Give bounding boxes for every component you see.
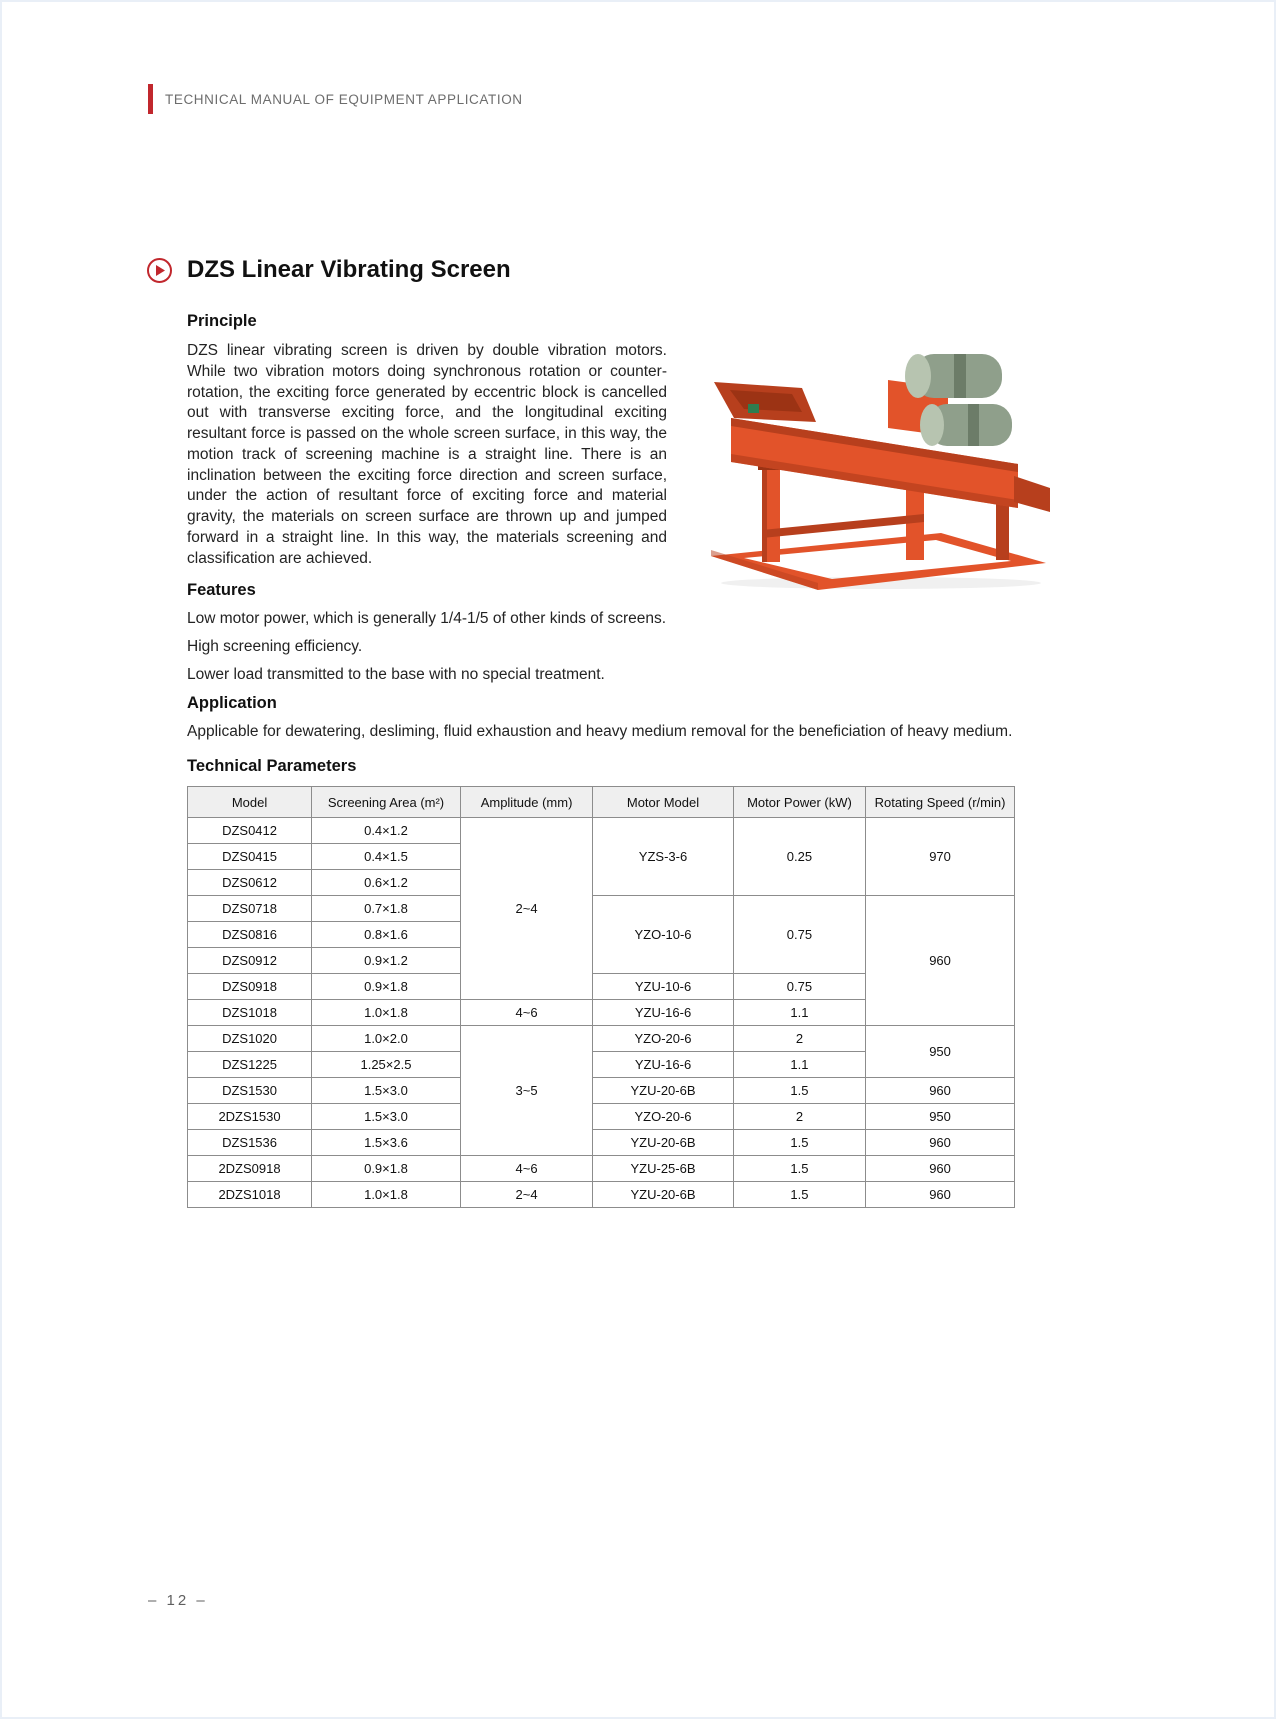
- cell-motor-model: YZU-20-6B: [593, 1182, 734, 1208]
- cell-speed: 960: [866, 1130, 1015, 1156]
- cell-motor-power: 1.5: [733, 1182, 865, 1208]
- table-header-row: [188, 787, 1015, 818]
- cell-amplitude: 2~4: [460, 818, 592, 1000]
- cell-speed: 950: [866, 1104, 1015, 1130]
- cell-motor-power: 1.1: [733, 1000, 865, 1026]
- table-row: [188, 1130, 1015, 1156]
- cell-area: 1.5×3.0: [312, 1078, 461, 1104]
- table-row: [188, 1104, 1015, 1130]
- table-row: [188, 1156, 1015, 1182]
- cell-model: DZS1018: [188, 1000, 312, 1026]
- table-row: [188, 896, 1015, 922]
- features-heading: Features: [187, 581, 256, 600]
- play-circle-icon: [146, 257, 173, 284]
- cell-speed: 970: [866, 818, 1015, 896]
- cell-motor-power: 2: [733, 1026, 865, 1052]
- table-row: [188, 1026, 1015, 1052]
- cell-motor-power: 2: [733, 1104, 865, 1130]
- cell-motor-power: 0.75: [733, 896, 865, 974]
- section-features: [187, 581, 1015, 684]
- cell-model: DZS1225: [188, 1052, 312, 1078]
- feature-item: High screening efficiency.: [187, 638, 363, 656]
- cell-speed: 960: [866, 1182, 1015, 1208]
- cell-motor-model: YZU-20-6B: [593, 1078, 734, 1104]
- cell-motor-power: 1.5: [733, 1156, 865, 1182]
- cell-model: 2DZS0918: [188, 1156, 312, 1182]
- header-accent-bar: [148, 84, 153, 114]
- cell-area: 0.6×1.2: [312, 870, 461, 896]
- table-row: [188, 818, 1015, 844]
- chapter-title: [146, 256, 511, 284]
- cell-motor-model: YZO-20-6: [593, 1104, 734, 1130]
- cell-motor-model: YZU-20-6B: [593, 1130, 734, 1156]
- technical-parameters-table: [187, 786, 1015, 1208]
- cell-area: 0.7×1.8: [312, 896, 461, 922]
- col-header-screening-area: Screening Area (m²): [312, 787, 461, 818]
- cell-model: DZS0612: [188, 870, 312, 896]
- application-heading: Application: [187, 694, 277, 713]
- application-body: Applicable for dewatering, desliming, fluid exhaustion and heavy medium removal for the beneficiation of heavy medium.: [187, 723, 1013, 741]
- cell-amplitude: 4~6: [460, 1156, 592, 1182]
- cell-model: DZS0415: [188, 844, 312, 870]
- page-number: – 12 –: [148, 1592, 208, 1609]
- col-header-rotating-speed: Rotating Speed (r/min): [866, 787, 1015, 818]
- cell-area: 1.25×2.5: [312, 1052, 461, 1078]
- document-header: [148, 84, 523, 114]
- section-application: [187, 694, 1015, 743]
- cell-motor-model: YZU-16-6: [593, 1000, 734, 1026]
- cell-motor-power: 1.5: [733, 1078, 865, 1104]
- cell-motor-model: YZO-10-6: [593, 896, 734, 974]
- col-header-model: Model: [188, 787, 312, 818]
- cell-model: DZS1020: [188, 1026, 312, 1052]
- cell-area: 1.5×3.0: [312, 1104, 461, 1130]
- header-title: TECHNICAL MANUAL OF EQUIPMENT APPLICATION: [165, 91, 523, 107]
- cell-area: 0.9×1.8: [312, 1156, 461, 1182]
- cell-model: DZS0412: [188, 818, 312, 844]
- cell-area: 1.0×1.8: [312, 1182, 461, 1208]
- cell-area: 1.0×2.0: [312, 1026, 461, 1052]
- feature-item: Lower load transmitted to the base with no special treatment.: [187, 666, 605, 684]
- cell-model: DZS1530: [188, 1078, 312, 1104]
- cell-area: 1.5×3.6: [312, 1130, 461, 1156]
- cell-model: 2DZS1018: [188, 1182, 312, 1208]
- cell-area: 0.9×1.8: [312, 974, 461, 1000]
- cell-speed: 960: [866, 1156, 1015, 1182]
- principle-body: DZS linear vibrating screen is driven by double vibration motors. While two vibration motors doing synchronous rotation or counter-rotation, the exciting force generated by eccentric block is cancelled out with transverse exciting force, and the longitudinal exciting resultant force is passed on the whole screen surface, in this way, the motion track of screening machine is a straight line. There is an inclination between the exciting force direction and screen surface, under the action of resultant force of exciting force and material gravity, the materials on screen surface are thrown up and jumped forward in a straight line. In this way, the materials screening and classification are achieved.: [187, 342, 667, 567]
- cell-speed: 960: [866, 1078, 1015, 1104]
- cell-model: DZS0816: [188, 922, 312, 948]
- cell-amplitude: 3~5: [460, 1026, 592, 1156]
- page-title: DZS Linear Vibrating Screen: [187, 256, 511, 283]
- cell-amplitude: 2~4: [460, 1182, 592, 1208]
- cell-model: DZS0912: [188, 948, 312, 974]
- cell-motor-model: YZO-20-6: [593, 1026, 734, 1052]
- cell-motor-model: YZU-25-6B: [593, 1156, 734, 1182]
- cell-motor-power: 0.75: [733, 974, 865, 1000]
- cell-area: 0.4×1.5: [312, 844, 461, 870]
- technical-parameters-heading: Technical Parameters: [187, 757, 357, 776]
- section-principle: [187, 312, 1015, 569]
- cell-motor-model: YZU-16-6: [593, 1052, 734, 1078]
- col-header-motor-power: Motor Power (kW): [733, 787, 865, 818]
- table-row: [188, 1182, 1015, 1208]
- content-column: [187, 312, 1015, 1208]
- cell-model: 2DZS1530: [188, 1104, 312, 1130]
- cell-motor-model: YZU-10-6: [593, 974, 734, 1000]
- cell-motor-power: 0.25: [733, 818, 865, 896]
- cell-model: DZS0718: [188, 896, 312, 922]
- principle-heading: Principle: [187, 312, 257, 330]
- cell-area: 0.4×1.2: [312, 818, 461, 844]
- cell-speed: 950: [866, 1026, 1015, 1078]
- cell-area: 0.8×1.6: [312, 922, 461, 948]
- cell-motor-power: 1.5: [733, 1130, 865, 1156]
- cell-model: DZS0918: [188, 974, 312, 1000]
- cell-amplitude: 4~6: [460, 1000, 592, 1026]
- col-header-motor-model: Motor Model: [593, 787, 734, 818]
- cell-motor-model: YZS-3-6: [593, 818, 734, 896]
- cell-motor-power: 1.1: [733, 1052, 865, 1078]
- cell-area: 0.9×1.2: [312, 948, 461, 974]
- cell-area: 1.0×1.8: [312, 1000, 461, 1026]
- section-technical-parameters: [187, 757, 1015, 1208]
- table-row: [188, 1078, 1015, 1104]
- cell-speed: 960: [866, 896, 1015, 1026]
- feature-item: Low motor power, which is generally 1/4-1/5 of other kinds of screens.: [187, 610, 667, 628]
- col-header-amplitude: Amplitude (mm): [460, 787, 592, 818]
- cell-model: DZS1536: [188, 1130, 312, 1156]
